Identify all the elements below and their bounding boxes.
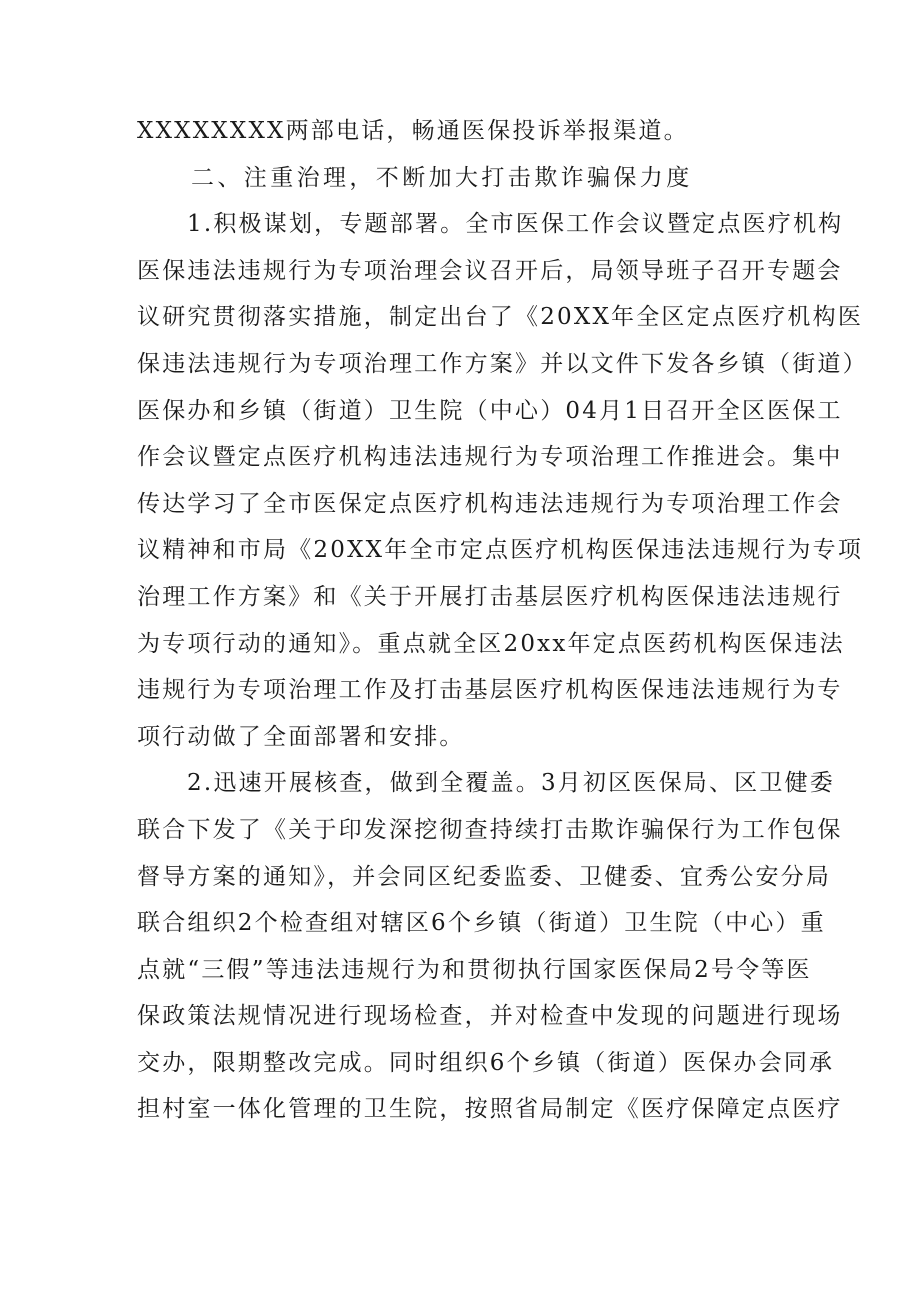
paragraph-line: 联合下发了《关于印发深挖彻查持续打击欺诈骗保行为工作包保 xyxy=(137,816,843,843)
paragraph-line: 医保办和乡镇（街道）卫生院（中心）04月1日召开全区医保工 xyxy=(137,397,843,424)
paragraph-line: 保政策法规情况进行现场检查，并对检查中发现的问题进行现场 xyxy=(137,1003,843,1030)
paragraph-line: 交办，限期整改完成。同时组织6个乡镇（街道）医保办会同承 xyxy=(137,1049,835,1076)
paragraph-line: 2.迅速开展核查，做到全覆盖。3月初区医保局、区卫健委 xyxy=(187,770,835,797)
document-body xyxy=(137,108,868,1133)
paragraph-line: 议精神和市局《20XX年全市定点医疗机构医保违法违规行为专项 xyxy=(137,537,864,564)
intro-line: XXXXXXXX两部电话，畅通医保投诉举报渠道。 xyxy=(137,118,689,144)
paragraph-line: 担村室一体化管理的卫生院，按照省局制定《医疗保障定点医疗 xyxy=(137,1096,843,1123)
paragraph-2 xyxy=(137,760,843,1133)
paragraph-line: 传达学习了全市医保定点医疗机构违法违规行为专项治理工作会 xyxy=(137,490,843,517)
paragraph-line: 为专项行动的通知》。重点就全区20xx年定点医药机构医保违法 xyxy=(137,630,845,657)
paragraph-1 xyxy=(137,201,868,760)
paragraph-line: 1.积极谋划，专题部署。全市医保工作会议暨定点医疗机构 xyxy=(187,211,844,238)
section-heading: 二、注重治理，不断加大打击欺诈骗保力度 xyxy=(191,164,693,191)
paragraph-line: 项行动做了全面部署和安排。 xyxy=(137,723,465,750)
paragraph-line: 议研究贯彻落实措施，制定出台了《20XX年全区定点医疗机构医 xyxy=(137,304,864,331)
paragraph-line: 点就“三假”等违法违规行为和贯彻执行国家医保局2号令等医 xyxy=(137,956,812,983)
paragraph-line: 作会议暨定点医疗机构违法违规行为专项治理工作推进会。集中 xyxy=(137,444,843,471)
paragraph-line: 治理工作方案》和《关于开展打击基层医疗机构医保违法违规行 xyxy=(137,583,843,610)
paragraph-line: 联合组织2个检查组对辖区6个乡镇（街道）卫生院（中心）重 xyxy=(137,910,826,937)
paragraph-line: 督导方案的通知》，并会同区纪委监委、卫健委、宜秀公安分局 xyxy=(137,863,832,890)
paragraph-line: 保违法违规行为专项治理工作方案》并以文件下发各乡镇（街道） xyxy=(137,350,868,377)
paragraph-line: 违规行为专项治理工作及打击基层医疗机构医保违法违规行为专 xyxy=(137,677,843,704)
paragraph-line: 医保违法违规行为专项治理会议召开后，局领导班子召开专题会 xyxy=(137,257,843,284)
